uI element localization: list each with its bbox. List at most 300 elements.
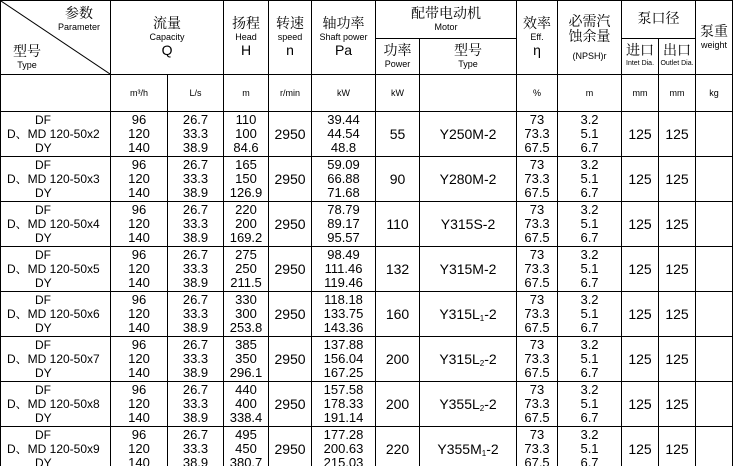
inlet-dia-value: 125 — [622, 427, 659, 466]
efficiency-value-cell — [517, 202, 558, 247]
capacity-ls-cell — [168, 112, 224, 157]
npsh-value: 5.1 — [580, 216, 599, 231]
shaft-power-value-cell — [312, 157, 376, 202]
motor-power-header — [376, 39, 420, 75]
shaft-power-value-cell — [312, 337, 376, 382]
type-label-en: Type — [17, 60, 37, 70]
head-value-cell — [224, 247, 269, 292]
model-line-2: D、MD 120-50x8 — [7, 397, 100, 411]
npsh-header — [558, 1, 622, 75]
capacity-ls: 33.3 — [182, 216, 209, 231]
capacity-ls: 33.3 — [182, 351, 209, 366]
shaft-power-value: 95.57 — [327, 230, 360, 245]
model-cell — [1, 292, 111, 337]
shaft-power-value-cell — [312, 292, 376, 337]
inlet-dia-value: 125 — [622, 247, 659, 292]
head-value-cell — [224, 292, 269, 337]
motor-power-value: 132 — [376, 247, 420, 292]
model-line-3: DY — [35, 141, 52, 155]
table-row — [1, 427, 733, 466]
table-row — [1, 292, 733, 337]
motor-type-value — [420, 202, 517, 247]
head-label-en: Head — [235, 32, 257, 42]
head-value: 220 — [235, 202, 257, 217]
model-line-1: DF — [35, 113, 51, 127]
capacity-ls: 33.3 — [182, 126, 209, 141]
head-value: 150 — [235, 171, 257, 186]
npsh-value: 6.7 — [580, 140, 599, 155]
shaft-power-value-cell — [312, 202, 376, 247]
motor-header — [376, 1, 517, 39]
speed-value: 2950 — [269, 247, 312, 292]
speed-value: 2950 — [269, 382, 312, 427]
capacity-ls: 33.3 — [182, 261, 209, 276]
shaft-power-value: 71.68 — [327, 185, 360, 200]
capacity-m3h: 140 — [128, 410, 150, 425]
mtype-label-zh: 型号 — [454, 43, 483, 59]
inlet-dia-value: 125 — [622, 202, 659, 247]
efficiency-value: 73 — [529, 157, 545, 172]
capacity-ls: 26.7 — [182, 337, 209, 352]
head-value: 450 — [235, 441, 257, 456]
shaft-label-en: Shaft power — [319, 32, 368, 42]
model-line-3: DY — [35, 321, 52, 335]
npsh-value: 5.1 — [580, 351, 599, 366]
shaft-power-value: 66.88 — [327, 171, 360, 186]
shaft-power-value: 119.46 — [324, 275, 363, 290]
capacity-label-zh: 流量 — [153, 16, 181, 32]
head-value-cell — [224, 112, 269, 157]
model-line-2: D、MD 120-50x5 — [7, 262, 100, 276]
efficiency-value: 73 — [529, 382, 545, 397]
shaft-power-value: 78.79 — [327, 202, 360, 217]
head-value: 110 — [235, 112, 257, 127]
head-value: 100 — [235, 126, 257, 141]
model-line-1: DF — [35, 158, 51, 172]
motor-type-subscript: 2 — [479, 358, 485, 368]
weight-label-en: weight — [701, 40, 728, 50]
head-value: 300 — [235, 306, 257, 321]
head-value: 211.5 — [230, 275, 262, 290]
unit-cell: kg — [696, 75, 733, 112]
shaft-power-value: 143.36 — [323, 320, 364, 335]
speed-value: 2950 — [269, 112, 312, 157]
capacity-ls: 26.7 — [182, 427, 209, 442]
unit-cell: kW — [376, 75, 420, 112]
capacity-ls: 38.9 — [182, 185, 209, 200]
capacity-ls: 33.3 — [182, 441, 209, 456]
capacity-m3h-cell — [111, 247, 168, 292]
efficiency-value: 67.5 — [524, 140, 550, 155]
npsh-label-zh-1: 必需汽 — [568, 13, 611, 30]
motor-type-main: Y355M — [437, 440, 482, 457]
motor-power-value: 160 — [376, 292, 420, 337]
speed-value: 2950 — [269, 202, 312, 247]
motor-type-subscript: 2 — [479, 403, 485, 413]
shaft-power-value: 215.03 — [323, 455, 364, 466]
model-cell — [1, 112, 111, 157]
capacity-ls-cell — [168, 157, 224, 202]
shaft-power-value-cell — [312, 427, 376, 466]
motor-power-value: 200 — [376, 382, 420, 427]
head-value: 400 — [235, 396, 257, 411]
unit-cell: mm — [659, 75, 696, 112]
capacity-ls-cell — [168, 337, 224, 382]
capacity-m3h: 140 — [128, 455, 150, 466]
model-line-1: DF — [35, 428, 51, 442]
capacity-ls: 26.7 — [182, 112, 209, 127]
mtype-label-en: Type — [458, 59, 478, 69]
model-cell — [1, 247, 111, 292]
capacity-m3h-cell — [111, 157, 168, 202]
weight-value — [696, 112, 733, 157]
table-row — [1, 382, 733, 427]
motor-type-value — [420, 112, 517, 157]
capacity-m3h-cell — [111, 112, 168, 157]
model-line-2: D、MD 120-50x9 — [7, 442, 100, 456]
efficiency-value: 73 — [529, 427, 545, 442]
outlet-dia-value: 125 — [659, 112, 696, 157]
motor-type-main: Y315L — [439, 350, 480, 367]
type-label-zh: 型号 — [13, 44, 41, 60]
speed-value: 2950 — [269, 427, 312, 466]
shaft-power-header — [312, 1, 376, 75]
npsh-value: 3.2 — [580, 247, 599, 262]
port-label-zh: 泵口径 — [637, 11, 680, 27]
capacity-m3h: 120 — [128, 126, 150, 141]
efficiency-header — [517, 1, 558, 75]
weight-value — [696, 337, 733, 382]
motor-type-suffix: -2 — [486, 440, 499, 457]
shaft-power-value: 156.04 — [323, 351, 364, 366]
model-line-3: DY — [35, 456, 52, 466]
inlet-dia-value: 125 — [622, 382, 659, 427]
efficiency-value: 67.5 — [524, 365, 550, 380]
motor-type-subscript: 1 — [481, 448, 487, 458]
table-header — [1, 1, 733, 112]
model-line-2: D、MD 120-50x6 — [7, 307, 100, 321]
power-label-zh: 功率 — [383, 43, 412, 59]
npsh-value: 6.7 — [580, 185, 599, 200]
speed-header — [269, 1, 312, 75]
npsh-value-cell — [558, 247, 622, 292]
motor-type-main: Y250M-2 — [439, 126, 497, 142]
head-value: 84.6 — [233, 140, 259, 155]
inlet-dia-value: 125 — [622, 112, 659, 157]
inlet-dia-value: 125 — [622, 292, 659, 337]
unit-cell: kW — [312, 75, 376, 112]
capacity-m3h: 120 — [128, 441, 150, 456]
head-symbol: H — [240, 42, 252, 58]
parameter-label-zh: 参数 — [64, 6, 93, 22]
efficiency-value: 67.5 — [524, 230, 550, 245]
head-value: 330 — [235, 292, 257, 307]
shaft-label-zh: 轴功率 — [322, 16, 365, 32]
unit-cell — [1, 75, 111, 112]
capacity-m3h: 96 — [131, 202, 147, 217]
capacity-ls-cell — [168, 247, 224, 292]
shaft-power-value: 167.25 — [323, 365, 364, 380]
model-cell — [1, 427, 111, 466]
outlet-label-en: Outlet Dia. — [660, 60, 694, 67]
motor-power-value: 110 — [376, 202, 420, 247]
capacity-m3h-cell — [111, 337, 168, 382]
efficiency-value-cell — [517, 247, 558, 292]
efficiency-value: 67.5 — [524, 455, 550, 466]
port-header — [622, 1, 696, 39]
shaft-power-value: 191.14 — [323, 410, 364, 425]
motor-power-value: 220 — [376, 427, 420, 466]
npsh-value: 6.7 — [580, 230, 599, 245]
npsh-value: 3.2 — [580, 337, 599, 352]
npsh-value: 6.7 — [580, 455, 599, 466]
head-value: 296.1 — [229, 365, 263, 380]
weight-value — [696, 427, 733, 466]
power-label-en: Power — [384, 59, 411, 69]
npsh-label-en: (NPSH)r — [572, 50, 607, 61]
outlet-label-zh: 出口 — [663, 43, 692, 59]
capacity-symbol: Q — [161, 42, 173, 58]
capacity-ls: 38.9 — [182, 275, 209, 290]
model-cell — [1, 382, 111, 427]
outlet-dia-value: 125 — [659, 292, 696, 337]
head-value: 385 — [235, 337, 257, 352]
head-value-cell — [224, 382, 269, 427]
efficiency-value-cell — [517, 337, 558, 382]
inlet-header — [622, 39, 659, 75]
motor-type-main: Y315L — [439, 305, 480, 322]
capacity-ls: 38.9 — [182, 455, 209, 466]
capacity-ls: 26.7 — [182, 292, 209, 307]
efficiency-value: 73.3 — [524, 261, 550, 276]
model-line-1: DF — [35, 203, 51, 217]
capacity-m3h: 96 — [131, 247, 147, 262]
head-value: 440 — [235, 382, 257, 397]
model-line-3: DY — [35, 231, 52, 245]
head-value: 338.4 — [229, 410, 263, 425]
speed-value: 2950 — [269, 157, 312, 202]
eff-symbol: η — [533, 42, 541, 58]
motor-type-suffix: -2 — [484, 350, 497, 367]
inlet-label-en: Intet Dia. — [626, 60, 655, 67]
shaft-power-value: 44.54 — [327, 126, 360, 141]
capacity-m3h: 140 — [128, 275, 150, 290]
motor-type-value — [420, 292, 517, 337]
efficiency-value: 73 — [529, 292, 545, 307]
shaft-power-value: 133.75 — [323, 306, 364, 321]
npsh-value: 3.2 — [580, 202, 599, 217]
table-row — [1, 202, 733, 247]
shaft-power-value: 157.58 — [323, 382, 364, 397]
efficiency-value: 67.5 — [524, 320, 550, 335]
motor-type-main: Y280M-2 — [439, 171, 497, 187]
capacity-m3h: 140 — [128, 365, 150, 380]
npsh-value: 3.2 — [580, 382, 599, 397]
shaft-power-value: 89.17 — [327, 216, 360, 231]
model-line-1: DF — [35, 293, 51, 307]
efficiency-value: 67.5 — [524, 185, 550, 200]
shaft-power-value: 177.28 — [323, 427, 364, 442]
capacity-ls-cell — [168, 382, 224, 427]
shaft-power-value: 118.18 — [324, 292, 363, 307]
npsh-value: 5.1 — [580, 261, 599, 276]
speed-label-zh: 转速 — [276, 16, 305, 32]
capacity-ls: 38.9 — [182, 320, 209, 335]
weight-value — [696, 157, 733, 202]
npsh-value: 5.1 — [580, 126, 599, 141]
capacity-ls: 38.9 — [182, 140, 209, 155]
shaft-power-value: 48.8 — [330, 140, 357, 155]
shaft-power-value-cell — [312, 247, 376, 292]
capacity-ls: 38.9 — [182, 365, 209, 380]
model-line-3: DY — [35, 276, 52, 290]
head-value-cell — [224, 427, 269, 466]
model-line-1: DF — [35, 338, 51, 352]
outlet-dia-value: 125 — [659, 157, 696, 202]
npsh-value: 6.7 — [580, 320, 599, 335]
shaft-power-value-cell — [312, 382, 376, 427]
motor-type-value — [420, 247, 517, 292]
motor-label-en: Motor — [434, 22, 458, 32]
eff-label-zh: 效率 — [523, 16, 552, 32]
npsh-value: 3.2 — [580, 292, 599, 307]
head-value: 495 — [235, 427, 257, 442]
motor-label-zh: 配带电动机 — [411, 6, 482, 22]
head-value: 169.2 — [229, 230, 263, 245]
capacity-m3h: 96 — [131, 427, 147, 442]
model-line-1: DF — [35, 383, 51, 397]
npsh-value: 6.7 — [580, 365, 599, 380]
model-line-3: DY — [35, 186, 52, 200]
capacity-ls: 26.7 — [182, 382, 209, 397]
capacity-ls-cell — [168, 202, 224, 247]
weight-value — [696, 202, 733, 247]
head-value: 253.8 — [229, 320, 263, 335]
capacity-ls: 38.9 — [182, 230, 209, 245]
capacity-ls-cell — [168, 427, 224, 466]
capacity-m3h: 120 — [128, 171, 150, 186]
capacity-m3h: 140 — [128, 230, 150, 245]
model-cell — [1, 337, 111, 382]
shaft-power-value: 98.49 — [327, 247, 360, 262]
motor-type-header — [420, 39, 517, 75]
npsh-value: 6.7 — [580, 410, 599, 425]
capacity-m3h: 96 — [131, 112, 147, 127]
table-row — [1, 247, 733, 292]
head-value-cell — [224, 157, 269, 202]
table-body — [1, 112, 733, 466]
capacity-header — [111, 1, 224, 75]
npsh-value: 5.1 — [580, 306, 599, 321]
shaft-power-value: 111.46 — [324, 261, 363, 276]
table-row — [1, 157, 733, 202]
npsh-value-cell — [558, 382, 622, 427]
capacity-m3h: 96 — [131, 292, 147, 307]
capacity-ls: 33.3 — [182, 171, 209, 186]
inlet-dia-value: 125 — [622, 337, 659, 382]
efficiency-value: 73 — [529, 247, 545, 262]
npsh-value: 5.1 — [580, 396, 599, 411]
speed-value: 2950 — [269, 292, 312, 337]
capacity-m3h-cell — [111, 292, 168, 337]
capacity-ls: 26.7 — [182, 157, 209, 172]
unit-cell: m — [224, 75, 269, 112]
shaft-power-value: 39.44 — [327, 112, 360, 127]
outlet-dia-value: 125 — [659, 247, 696, 292]
capacity-ls: 33.3 — [182, 396, 209, 411]
capacity-m3h: 96 — [131, 157, 147, 172]
motor-type-main: Y315M-2 — [439, 261, 497, 277]
efficiency-value: 73.3 — [524, 171, 550, 186]
efficiency-value: 73.3 — [524, 441, 550, 456]
capacity-m3h: 120 — [128, 351, 150, 366]
capacity-m3h-cell — [111, 382, 168, 427]
npsh-value-cell — [558, 337, 622, 382]
capacity-ls: 33.3 — [182, 306, 209, 321]
npsh-value: 3.2 — [580, 157, 599, 172]
efficiency-value: 73.3 — [524, 216, 550, 231]
capacity-m3h-cell — [111, 427, 168, 466]
capacity-m3h: 96 — [131, 337, 147, 352]
weight-value — [696, 292, 733, 337]
head-value: 126.9 — [229, 185, 263, 200]
model-line-2: D、MD 120-50x2 — [7, 127, 100, 141]
shaft-power-value-cell — [312, 112, 376, 157]
head-value: 350 — [235, 351, 257, 366]
npsh-value-cell — [558, 112, 622, 157]
head-value: 250 — [235, 261, 257, 276]
model-line-3: DY — [35, 411, 52, 425]
unit-cell: m — [558, 75, 622, 112]
npsh-value: 3.2 — [580, 112, 599, 127]
capacity-m3h: 140 — [128, 185, 150, 200]
capacity-m3h: 120 — [128, 261, 150, 276]
capacity-ls: 38.9 — [182, 410, 209, 425]
speed-symbol: n — [286, 42, 294, 58]
model-cell — [1, 157, 111, 202]
unit-cell — [420, 75, 517, 112]
efficiency-value: 73.3 — [524, 126, 550, 141]
motor-type-value — [420, 337, 517, 382]
model-cell — [1, 202, 111, 247]
npsh-value-cell — [558, 427, 622, 466]
efficiency-value-cell — [517, 427, 558, 466]
npsh-value: 5.1 — [580, 441, 599, 456]
outlet-dia-value: 125 — [659, 202, 696, 247]
efficiency-value-cell — [517, 382, 558, 427]
parameter-label-en: Parameter — [57, 22, 100, 32]
head-value-cell — [224, 202, 269, 247]
shaft-power-value: 200.63 — [323, 441, 364, 456]
model-line-3: DY — [35, 366, 52, 380]
capacity-label-en: Capacity — [149, 32, 185, 42]
shaft-symbol: Pa — [334, 42, 353, 58]
motor-power-value: 90 — [376, 157, 420, 202]
head-value-cell — [224, 337, 269, 382]
outlet-dia-value: 125 — [659, 427, 696, 466]
head-value: 380.7 — [229, 455, 263, 466]
table-row — [1, 112, 733, 157]
capacity-ls: 26.7 — [182, 247, 209, 262]
head-value: 275 — [235, 247, 257, 262]
head-label-zh: 扬程 — [232, 16, 261, 32]
motor-type-main: Y355L — [439, 395, 480, 412]
model-line-2: D、MD 120-50x3 — [7, 172, 100, 186]
efficiency-value-cell — [517, 292, 558, 337]
efficiency-value: 73 — [529, 337, 545, 352]
motor-power-value: 55 — [376, 112, 420, 157]
weight-label-zh: 泵重 — [700, 24, 729, 40]
